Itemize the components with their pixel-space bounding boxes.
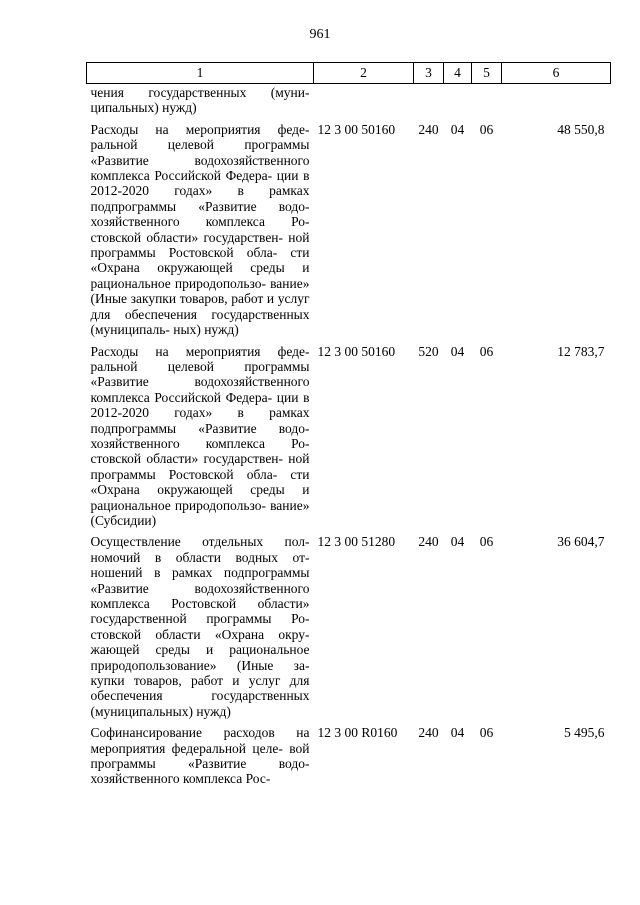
row-code: 12 3 00 R0160 (317, 725, 398, 741)
row-amount (502, 84, 611, 116)
row-col-5 (472, 84, 502, 116)
row-col-4: 04 (450, 725, 465, 741)
row-col-4: 04 (450, 121, 465, 137)
row-code: 12 3 00 50160 (317, 343, 396, 359)
row-amount: 36 604,7 (557, 534, 605, 550)
row-amount: 5 495,6 (564, 725, 605, 741)
row-col-5: 06 (479, 725, 494, 741)
row-col-3: 240 (418, 121, 439, 137)
row-col-5: 06 (479, 343, 494, 359)
budget-table (86, 62, 611, 787)
row-amount: 12 783,7 (557, 343, 605, 359)
page-number: 961 (309, 27, 331, 42)
table-row (87, 338, 611, 529)
row-code: 12 3 00 51280 (317, 534, 396, 550)
row-col-4: 04 (450, 534, 465, 550)
row-col-4 (444, 84, 472, 116)
header-col-2: 2 (314, 63, 414, 84)
row-description: Расходы на мероприятия феде- ральной целевой программы «Развитие водохозяйственного комплекса Российской Федера- ции в 2012-2020 годах» в рамках подпрограммы «Развитие водо- хозяйственного комплекса Ро- стовской области» государствен- ной программы Ростовской обла- сти «Охрана окружающей среды и рациональное природопользо- вание» (Иные закупки товаров, работ и услуг для обеспечения государственных (муниципаль- ных) нужд) (90, 121, 310, 338)
row-description: чения государственных (муни- ципальных) нужд) (90, 85, 310, 116)
row-description: Расходы на мероприятия феде- ральной целевой программы «Развитие водохозяйственного комплекса Российской Федера- ции в 2012-2020 годах» в рамках подпрограммы «Развитие водо- хозяйственного комплекса Ро- стовской области» государствен- ной программы Ростовской обла- сти «Охрана окружающей среды и рациональное природопользо- вание» (Субсидии) (90, 343, 310, 528)
table-header (87, 63, 611, 84)
header-col-6: 6 (502, 63, 611, 84)
row-code (314, 84, 414, 116)
table-row (87, 719, 611, 787)
row-amount: 48 550,8 (557, 121, 605, 137)
row-col-3: 520 (418, 343, 439, 359)
row-description: Софинансирование расходов на мероприятия федеральной целе- вой программы «Развитие водо- хозяйственного комплекса Рос- (90, 725, 310, 787)
header-row (87, 63, 611, 84)
header-col-1: 1 (87, 63, 314, 84)
row-col-4: 04 (450, 343, 465, 359)
row-code: 12 3 00 50160 (317, 121, 396, 137)
header-col-5: 5 (472, 63, 502, 84)
table-row (87, 528, 611, 719)
table-body (87, 84, 611, 787)
row-col-3 (414, 84, 444, 116)
row-col-5: 06 (479, 534, 494, 550)
table-row (87, 84, 611, 116)
table-row (87, 116, 611, 338)
row-col-5: 06 (479, 121, 494, 137)
header-col-3: 3 (414, 63, 444, 84)
row-description: Осуществление отдельных пол- номочий в области водных от- ношений в рамках подпрограммы «Развитие водохозяйственного комплекса Ростовской области» государственной программы Ро- стовской области «Охрана окру- жающей среды и рациональное природопользование» (Иные за- купки товаров, работ и услуг для обеспечения государственных (муниципальных) нужд) (90, 534, 310, 719)
row-col-3: 240 (418, 534, 439, 550)
header-col-4: 4 (444, 63, 472, 84)
row-col-3: 240 (418, 725, 439, 741)
